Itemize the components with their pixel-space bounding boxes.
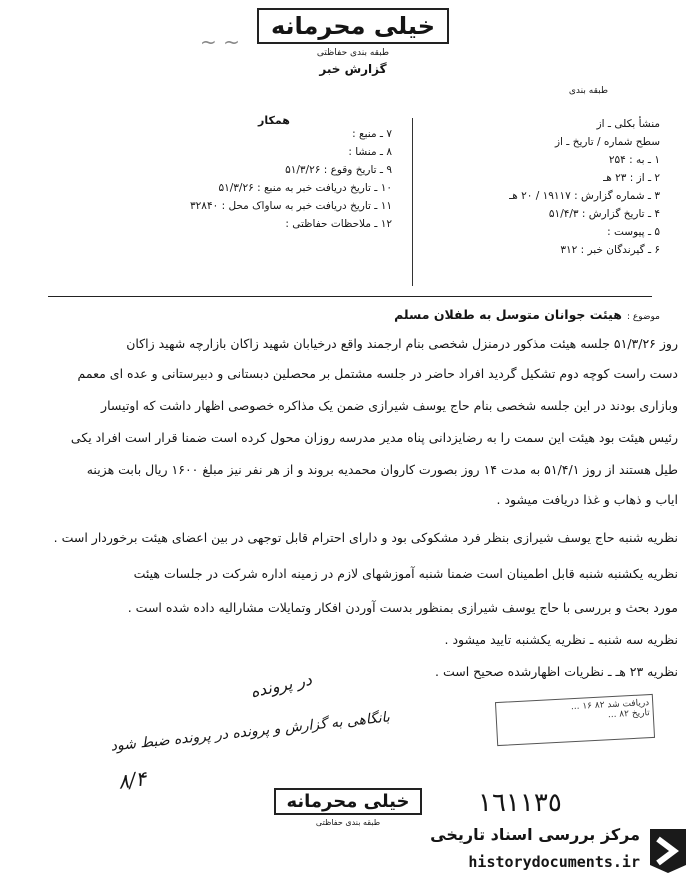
handwritten-left: ۸/۴ bbox=[116, 766, 148, 794]
left-field-row: ۹ ـ تاریخ وقوع : ۵۱/۳/۲۶ bbox=[285, 164, 392, 176]
body-line: طیل هستند از روز ۵۱/۴/۱ به مدت ۱۴ روز بصورت کاروان محمدیه بروند و از هر نفر نیز مبلغ ۱۶۰۰ ریال بابت هزینه bbox=[86, 462, 678, 477]
body-line: روز ۵۱/۳/۲۶ جلسه هیئت مذکور درمنزل شخصی بنام ارجمند واقع درخیابان شهید زاکان بازارچه شهید زاکان bbox=[126, 336, 678, 351]
comment-line: نظریه یکشنبه شنبه قابل اطمینان است ضمنا شنبه آموزشهای لازم در زمینه اداره شرکت در جلسات هیئت bbox=[133, 566, 678, 581]
top-classification-stamp: خیلی محرمانه bbox=[257, 8, 449, 44]
comment-line: مورد بحث و بررسی با حاج یوسف شیرازی بمنظور بدست آوردن افکار وتمایلات مشارالیه داده شده است . bbox=[127, 600, 678, 615]
chevron-logo-icon bbox=[644, 825, 692, 875]
body-line: رئیس هیئت بود هیئت این سمت را به رضایزدانی پناه مدیر مدرسه روزان محول کرده است ضمنا قرار است افراد یکی bbox=[70, 430, 678, 445]
report-title: گزارش خبر bbox=[319, 62, 387, 76]
bottom-classification-stamp: خیلی محرمانه bbox=[274, 788, 421, 815]
right-field-row: ۴ ـ تاریخ گزارش : ۵۱/۴/۳ bbox=[548, 208, 660, 220]
comment-line: نظریه ۲۳ هـ ـ نظریات اظهارشده صحیح است . bbox=[435, 664, 678, 679]
comment-line: نظریه شنبه حاج یوسف شیرازی بنظر فرد مشکوکی بود و دارای احترام قابل توجهی در بین اعضای هیئت برخوردار است . bbox=[53, 530, 678, 545]
top-stamp bbox=[248, 8, 458, 76]
right-field-row: ۲ ـ از : ۲۳ هـ bbox=[603, 172, 660, 184]
handwritten-initial: در پرونده bbox=[248, 669, 314, 702]
handwritten-note: بانگاهی به گزارش و پرونده در پرونده ضبط شود bbox=[109, 709, 391, 755]
receipt-stamp-line: تاریخ ۸۲ ... bbox=[607, 708, 651, 721]
right-field-row: ۳ ـ شماره گزارش : ۱۹۱۱۷ / ۲۰ هـ bbox=[509, 190, 660, 202]
right-field-row: منشأ بکلی ـ از bbox=[596, 118, 660, 130]
top-stamp-caption: طبقه بندی حفاظتی bbox=[316, 48, 390, 58]
subject bbox=[40, 304, 660, 323]
left-field-row: ۱۱ ـ تاریخ دریافت خبر به ساواک محل : ۳۲۸۴۰ bbox=[190, 200, 392, 212]
header-divider bbox=[48, 296, 652, 297]
receipt-stamp bbox=[495, 694, 655, 746]
body-line: دست راست کوچه دوم تشکیل گردید افراد حاضر در جلسه مشتمل بر محصلین دبستانی و دبیرستانی و عده ای معمم bbox=[77, 366, 678, 381]
body-line: وبازاری بودند در این جلسه شخصی بنام حاج یوسف شیرازی ضمن یک مذاکره خصوصی اظهار داشت که اوتیسار bbox=[101, 398, 678, 413]
bottom-stamp-caption: طبقه بندی حفاظتی bbox=[315, 818, 381, 827]
watermark-url: historydocuments.ir bbox=[468, 853, 640, 871]
hamkar-label: همکار bbox=[258, 114, 290, 127]
left-field-row: ۷ ـ منبع : bbox=[352, 128, 392, 140]
left-field-row: ۱۲ ـ ملاحظات حفاظتی : bbox=[285, 218, 392, 230]
document-number: ١٦١١٣٥ bbox=[478, 788, 562, 818]
right-field-row: ۱ ـ به : ۲۵۴ bbox=[608, 154, 660, 166]
right-field-row: سطح شماره / تاریخ ـ از bbox=[554, 136, 660, 148]
comment-line: نظریه سه شنبه ـ نظریه یکشنبه تایید میشود . bbox=[444, 632, 678, 647]
column-divider bbox=[412, 118, 413, 286]
right-field-row: ۵ ـ پیوست : bbox=[607, 226, 660, 238]
watermark bbox=[407, 821, 692, 883]
body-line: ایاب و ذهاب و غذا دریافت میشود . bbox=[496, 492, 678, 507]
subject-text: هیئت جوانان متوسل به طفلان مسلم bbox=[394, 307, 622, 322]
receipt-stamp-line: دریافت شد ۸۲ ۱۶ ... bbox=[570, 698, 650, 713]
subject-label: موضوع : bbox=[626, 312, 660, 322]
top-right-label: طبقه بندی bbox=[568, 86, 608, 96]
left-field-row: ۱۰ ـ تاریخ دریافت خبر به منبع : ۵۱/۳/۲۶ bbox=[218, 182, 392, 194]
watermark-center-name: مرکز بررسی اسناد تاریخی bbox=[430, 825, 640, 844]
faint-mark: ~ ~ bbox=[200, 30, 240, 54]
left-fields bbox=[92, 128, 392, 236]
right-field-row: ۶ ـ گیرندگان خبر : ۳۱۲ bbox=[560, 244, 660, 256]
right-fields bbox=[420, 118, 660, 262]
left-field-row: ۸ ـ منشا : bbox=[348, 146, 392, 158]
